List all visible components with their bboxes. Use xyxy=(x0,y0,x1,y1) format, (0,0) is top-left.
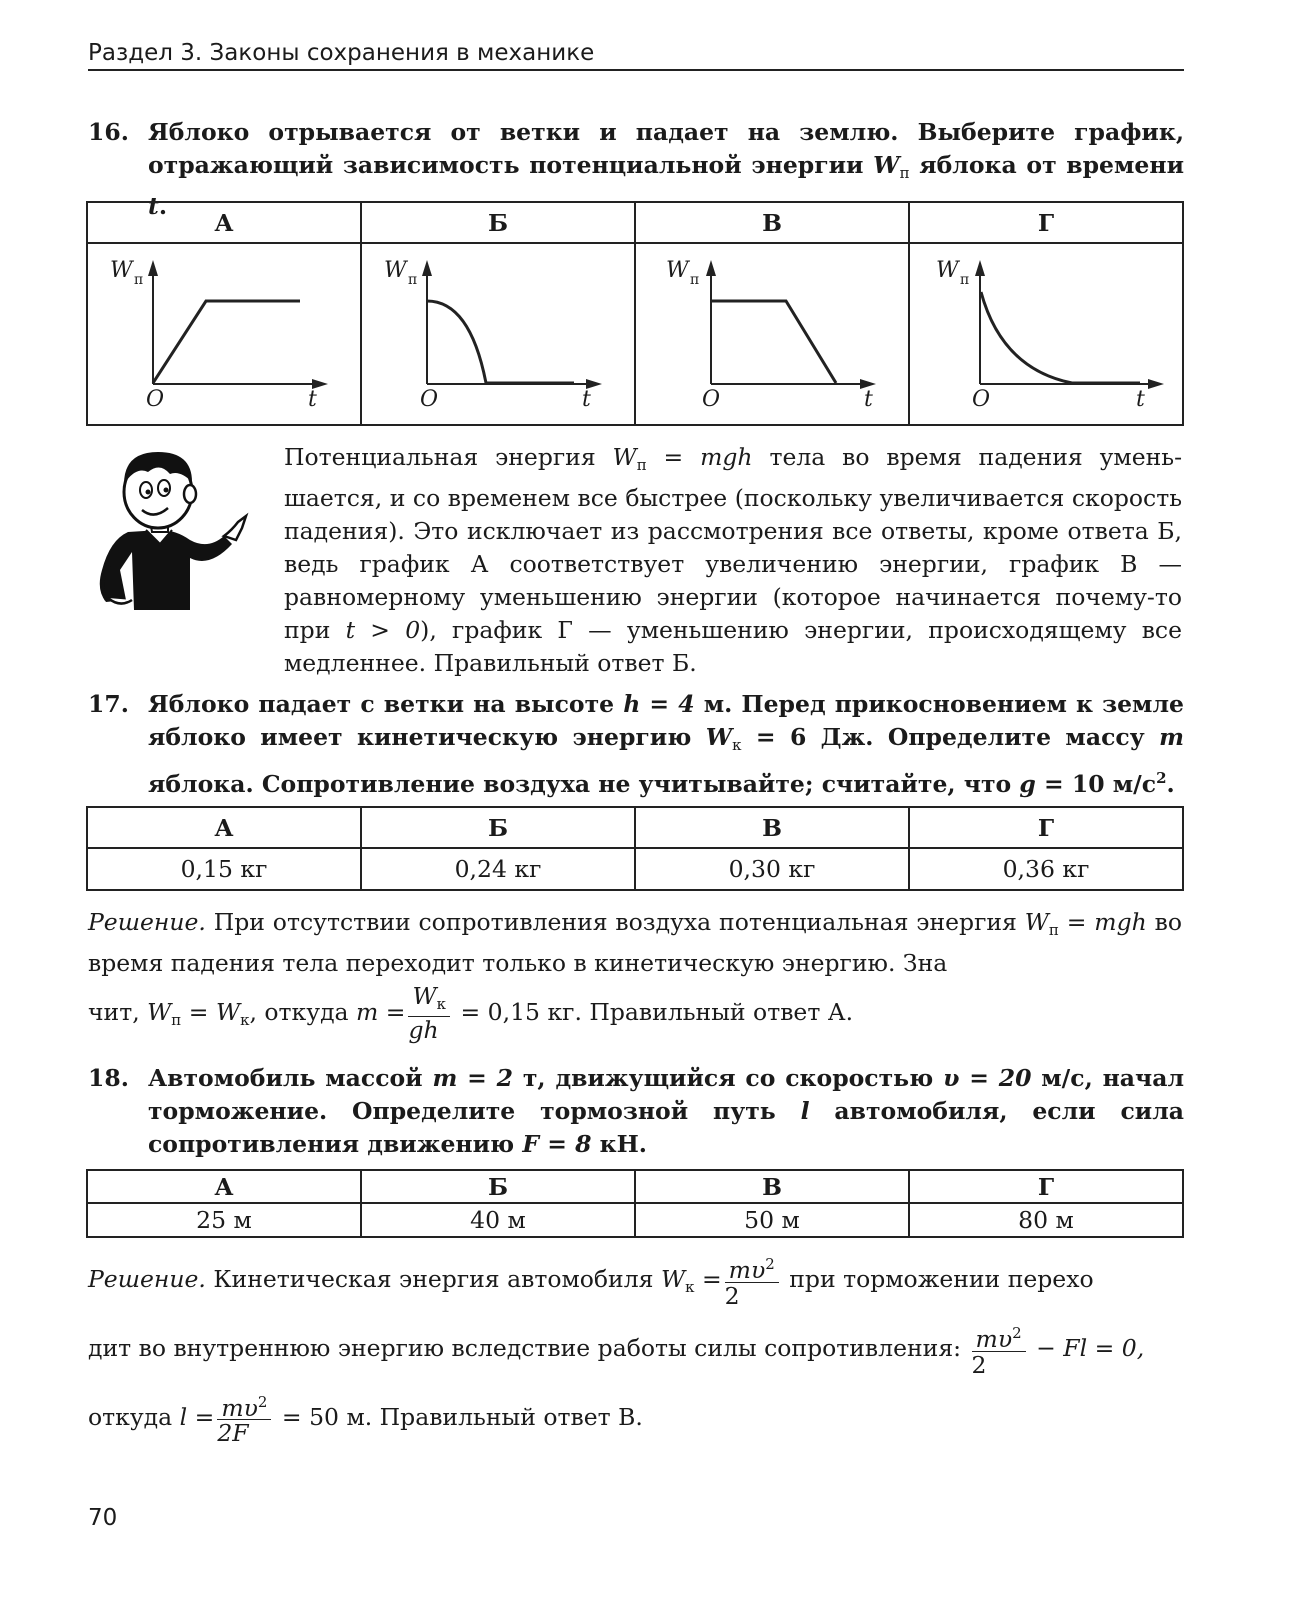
fraction-kinetic: $\frac{m\upsilon^2}{2}$ xyxy=(725,1252,779,1309)
option-value: 0,15 кг xyxy=(87,848,361,890)
option-value: 50 м xyxy=(635,1203,909,1237)
graph-options-table xyxy=(86,201,1184,426)
pointing-hand xyxy=(224,516,246,540)
option-header: В xyxy=(635,807,909,848)
shirt xyxy=(100,530,232,610)
option-header: Г xyxy=(909,1170,1183,1203)
graph-v xyxy=(635,243,909,425)
y-axis-label-sub: п xyxy=(690,272,700,288)
option-value: 0,30 кг xyxy=(635,848,909,890)
answers-18-table xyxy=(86,1169,1184,1238)
fraction-distance: $\frac{m\upsilon^2}{2F}$ xyxy=(217,1390,271,1447)
option-value: 25 м xyxy=(87,1203,361,1237)
y-axis-label-sub: п xyxy=(134,272,144,288)
x-axis-label: t xyxy=(582,387,591,412)
energy-curve xyxy=(427,301,574,383)
y-axis-label: W xyxy=(936,258,959,283)
option-value: 80 м xyxy=(909,1203,1183,1237)
graph-a xyxy=(87,243,361,425)
pupil-left xyxy=(146,490,151,495)
option-header: А xyxy=(87,202,361,243)
section-header: Раздел 3. Законы сохранения в механике xyxy=(88,40,1184,71)
solution-17-formula-line: чит, $W_п = W_к$, откуда m = $W_к$ gh = 0,15 кг. Правильный ответ А. xyxy=(88,982,854,1044)
pupil-right xyxy=(164,488,169,493)
y-axis-arrow xyxy=(975,260,985,276)
solution-label: Решение. xyxy=(88,1264,206,1293)
y-axis-arrow xyxy=(706,260,716,276)
eye-right xyxy=(158,480,170,496)
eye-left xyxy=(140,482,152,498)
option-header: Б xyxy=(361,202,635,243)
problem-text: Яблоко отрывается от ветки и падает на землю. Выберите график, отражающий зависимость потенциальной энергии $W_п$ яблока от времени t. xyxy=(148,118,1185,220)
boy-illustration xyxy=(80,440,250,610)
x-axis-label: t xyxy=(308,387,317,412)
y-axis-label: W xyxy=(110,258,133,283)
option-value: 0,36 кг xyxy=(909,848,1183,890)
option-header: В xyxy=(635,1170,909,1203)
option-value: 0,24 кг xyxy=(361,848,635,890)
energy-curve xyxy=(981,292,1140,383)
solution-18-line-1: Решение. Кинетическая энергия автомобиля $W_к$ = $\frac{m\upsilon^2}{2}$ при торможении перехо xyxy=(88,1252,1182,1309)
problem-18 xyxy=(88,1062,1184,1161)
solution-18-line-2: дит во внутреннюю энергию вследствие работы силы сопротивления: $\frac{m\upsilon^2}{2}$ − Fl = 0, xyxy=(88,1321,1182,1378)
solution-18-line-3: откуда l = $\frac{m\upsilon^2}{2F}$ = 50 м. Правильный ответ В. xyxy=(88,1390,1182,1447)
problem-number: 18. xyxy=(88,1064,129,1092)
problem-text: Яблоко падает с ветки на высоте h = 4 м. Перед прикосновением к земле яблоко имеет кинетическую энергию $W_к = 6$ Дж. Определите массу m яблока. Сопротивление воздуха не учитывайте; считайте, что g = 10 $м/с^2$. xyxy=(148,690,1184,798)
energy-curve xyxy=(153,301,300,383)
solution-17 xyxy=(88,906,1182,1043)
solution-label: Решение. xyxy=(88,908,206,936)
x-axis-arrow xyxy=(1148,379,1164,389)
option-header: Б xyxy=(361,807,635,848)
origin-label: O xyxy=(702,387,721,412)
y-axis-arrow xyxy=(148,260,158,276)
origin-label: O xyxy=(972,387,991,412)
y-axis-label-sub: п xyxy=(408,272,418,288)
x-axis-label: t xyxy=(864,387,873,412)
option-header: Г xyxy=(909,202,1183,243)
y-axis-label: W xyxy=(666,258,689,283)
solution-18 xyxy=(88,1252,1182,1446)
option-header: В xyxy=(635,202,909,243)
option-header: А xyxy=(87,1170,361,1203)
origin-label: O xyxy=(146,387,165,412)
origin-label: O xyxy=(420,387,439,412)
option-header: Г xyxy=(909,807,1183,848)
solution-17-text: Решение. При отсутствии сопротивления воздуха потенциальная энергия $W_п$ = mgh во время падения тела переходит только в кинетическую энергию. Зна xyxy=(88,908,1183,977)
problem-17 xyxy=(88,688,1184,801)
graph-g xyxy=(909,243,1183,425)
energy-curve xyxy=(712,301,836,383)
problem-number: 16. xyxy=(88,118,129,146)
page-number: 70 xyxy=(88,1505,118,1531)
graph-b xyxy=(361,243,635,425)
option-value: 40 м xyxy=(361,1203,635,1237)
y-axis-arrow xyxy=(422,260,432,276)
x-axis-label: t xyxy=(1136,387,1145,412)
fraction-m: $W_к$ gh xyxy=(408,984,450,1043)
y-axis-label: W xyxy=(384,258,407,283)
hint-paragraph: Потенциальная энергия $W_п$ = mgh тела во время падения уменьшается, и со временем все быстрее (поскольку увеличивается скорость падения). Это исключает из рассмотрения все ответы, кроме ответа Б, ведь график А соответствует увеличению энергии, график В — равномерному уменьшению энергии (которое начинается почему-то при t > 0), график Г — уменьшению энергии, происходящему все медленнее. Правильный ответ Б. xyxy=(284,443,1183,677)
fraction-work: $\frac{m\upsilon^2}{2}$ xyxy=(972,1321,1026,1378)
problem-number: 17. xyxy=(88,690,129,718)
ear xyxy=(184,485,196,503)
answers-17-table xyxy=(86,806,1184,891)
option-header: Б xyxy=(361,1170,635,1203)
y-axis-label-sub: п xyxy=(960,272,970,288)
problem-text: Автомобиль массой m = 2 т, движущийся со скоростью υ = 20 м/с, начал торможение. Определите тормозной путь l автомобиля, если сила сопротивления движению F = 8 кН. xyxy=(148,1064,1185,1158)
option-header: А xyxy=(87,807,361,848)
